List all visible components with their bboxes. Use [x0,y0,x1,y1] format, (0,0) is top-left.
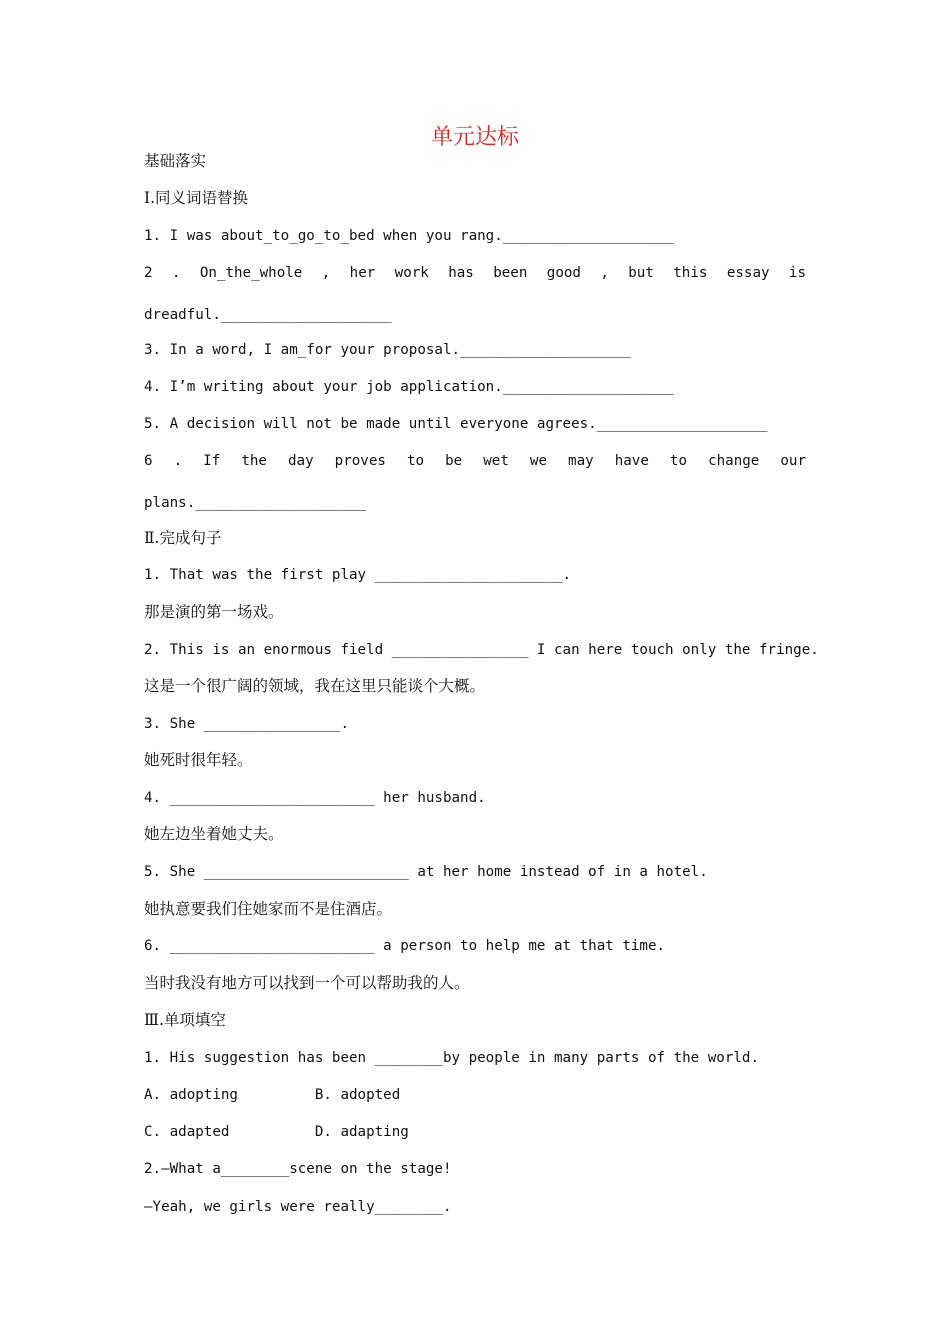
part2-item-5: 5. She ________________________ at her home instead of in a hotel. [144,864,708,880]
part1-item-4: 4. I’m writing about your job application.____________________ [144,379,674,395]
part1-item-1: 1. I was about_to_go_to_bed when you rang.____________________ [144,228,674,244]
part2-item-6-translation: 当时我没有地方可以找到一个可以帮助我的人。 [144,974,470,992]
section-label: 基础落实 [144,152,207,170]
part1-item-2: 2 . On_the_whole , her work has been good , but this essay is [144,265,806,281]
part2-item-4-translation: 她左边坐着她丈夫。 [144,825,284,843]
part1-item-3: 3. In a word, I am_for your proposal.____________________ [144,342,631,358]
part3-item-1-options-ab: A. adopting B. adopted [144,1087,401,1103]
part2-heading: Ⅱ.完成句子 [144,529,222,547]
part2-item-6: 6. ________________________ a person to help me at that time. [144,938,666,954]
page-title: 单元达标 [430,125,519,150]
part3-item-1-options-cd: C. adapted D. adapting [144,1124,409,1140]
part1-item-6: 6 . If the day proves to be wet we may have to change our [144,453,806,469]
part1-item-2-cont: dreadful.____________________ [144,307,392,323]
part3-heading: Ⅲ.单项填空 [144,1011,226,1029]
part2-item-3-translation: 她死时很年轻。 [144,751,253,769]
part1-item-6-cont: plans.____________________ [144,495,367,511]
part3-item-2: 2.—What a________scene on the stage! [144,1161,452,1177]
part1-item-5: 5. A decision will not be made until everyone agrees.____________________ [144,416,768,432]
part2-item-5-translation: 她执意要我们住她家而不是住酒店。 [144,900,393,918]
part2-item-2: 2. This is an enormous field ________________ I can here touch only the fringe. [144,642,819,658]
part3-item-1: 1. His suggestion has been ________by people in many parts of the world. [144,1050,759,1066]
part2-item-4: 4. ________________________ her husband. [144,790,486,806]
part1-heading: Ⅰ.同义词语替换 [144,189,249,207]
part2-item-3: 3. She ________________. [144,716,349,732]
part3-item-2-reply: —Yeah, we girls were really________. [144,1199,452,1215]
part2-item-1-translation: 那是演的第一场戏。 [144,603,284,621]
part2-item-2-translation: 这是一个很广阔的领域，我在这里只能谈个大概。 [144,677,486,695]
part2-item-1: 1. That was the first play ______________________. [144,567,572,583]
